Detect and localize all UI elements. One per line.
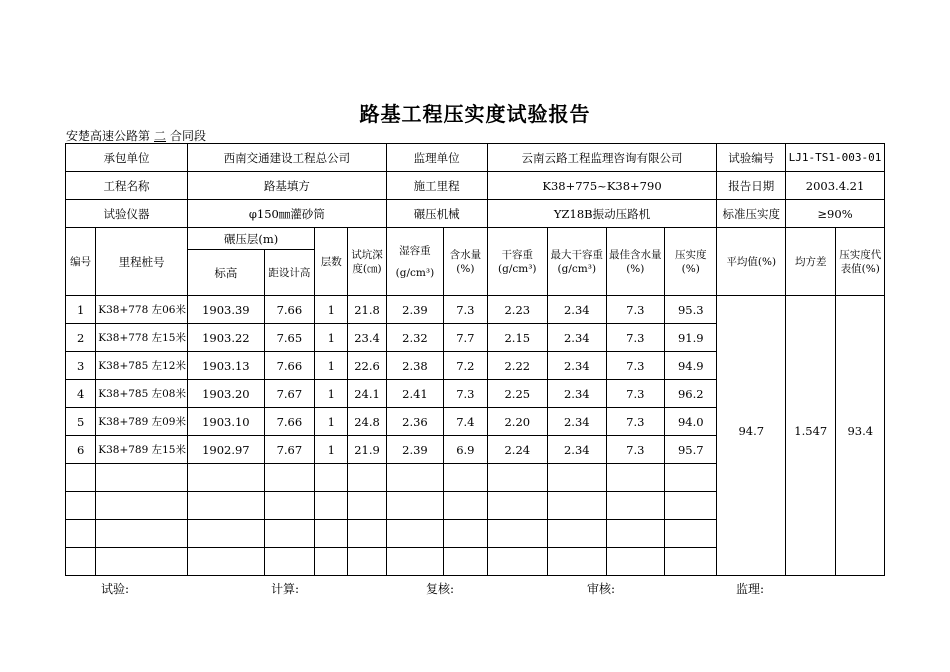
cell-dist-design: 7.66	[264, 352, 314, 380]
cell-wet-density	[386, 492, 443, 520]
header-mean: 平均值(%)	[717, 228, 786, 296]
cell-compaction: 95.3	[665, 296, 717, 324]
cell-elevation: 1902.97	[188, 436, 265, 464]
project-label: 工程名称	[66, 172, 188, 200]
cell-moisture: 7.3	[444, 296, 487, 324]
cell-compaction: 94.9	[665, 352, 717, 380]
cell-dist-design: 7.66	[264, 296, 314, 324]
cell-compaction: 96.2	[665, 380, 717, 408]
cell-opt-moisture: 7.3	[606, 296, 665, 324]
data-rows	[66, 296, 885, 576]
header-pit-depth: 试坑深度(㎝)	[348, 228, 386, 296]
cell-layers: 1	[315, 408, 348, 436]
cell-pit-depth: 21.9	[348, 436, 386, 464]
cell-dry-density	[487, 464, 548, 492]
cell-pile: K38+785 左08米	[96, 380, 188, 408]
cell-dry-density	[487, 520, 548, 548]
cell-moisture: 7.7	[444, 324, 487, 352]
cell-elevation	[188, 464, 265, 492]
header-compaction: 压实度(%)	[665, 228, 717, 296]
test-no-value: LJ1-TS1-003-01	[786, 144, 885, 172]
cell-layers: 1	[315, 352, 348, 380]
instrument-value: φ150㎜灌砂筒	[188, 200, 387, 228]
cell-compaction	[665, 520, 717, 548]
cell-max-dry-density	[548, 520, 607, 548]
cell-pit-depth	[348, 464, 386, 492]
std-compaction-label: 标准压实度	[717, 200, 786, 228]
project-value: 路基填方	[188, 172, 387, 200]
cell-wet-density: 2.41	[386, 380, 443, 408]
cell-layers	[315, 520, 348, 548]
cell-dist-design: 7.67	[264, 380, 314, 408]
cell-elevation	[188, 520, 265, 548]
info-row-1	[66, 144, 885, 172]
cell-max-dry-density	[548, 492, 607, 520]
cell-no	[66, 520, 96, 548]
cell-opt-moisture	[606, 492, 665, 520]
header-max-dry-density: 最大干容重(g/cm³)	[548, 228, 607, 296]
cell-max-dry-density: 2.34	[548, 408, 607, 436]
cell-no: 4	[66, 380, 96, 408]
cell-pile	[96, 492, 188, 520]
cell-wet-density	[386, 520, 443, 548]
cell-pit-depth	[348, 520, 386, 548]
cell-wet-density: 2.39	[386, 296, 443, 324]
report-table	[65, 143, 885, 576]
cell-no: 2	[66, 324, 96, 352]
cell-moisture	[444, 548, 487, 576]
header-layers: 层数	[315, 228, 348, 296]
std-compaction-value: ≥90%	[786, 200, 885, 228]
cell-layers	[315, 548, 348, 576]
header-rep-value: 压实度代表值(%)	[836, 228, 885, 296]
info-row-3	[66, 200, 885, 228]
header-pile: 里程桩号	[96, 228, 188, 296]
cell-no	[66, 548, 96, 576]
cell-dist-design: 7.65	[264, 324, 314, 352]
roller-label: 碾压机械	[386, 200, 487, 228]
supervisor-value: 云南云路工程监理咨询有限公司	[487, 144, 717, 172]
supervisor-label: 监理单位	[386, 144, 487, 172]
header-wet-density-label: 湿容重	[399, 244, 431, 257]
cell-opt-moisture: 7.3	[606, 352, 665, 380]
subtitle-section: 二	[154, 129, 167, 143]
cell-opt-moisture: 7.3	[606, 408, 665, 436]
cell-compaction: 91.9	[665, 324, 717, 352]
cell-max-dry-density: 2.34	[548, 324, 607, 352]
cell-wet-density: 2.39	[386, 436, 443, 464]
cell-layers: 1	[315, 296, 348, 324]
cell-wet-density: 2.36	[386, 408, 443, 436]
cell-elevation: 1903.10	[188, 408, 265, 436]
cell-moisture	[444, 464, 487, 492]
header-dry-density: 干容重(g/cm³)	[487, 228, 548, 296]
cell-pile: K38+778 左15米	[96, 324, 188, 352]
cell-pile: K38+789 左15米	[96, 436, 188, 464]
cell-opt-moisture: 7.3	[606, 380, 665, 408]
header-variance: 均方差	[786, 228, 836, 296]
cell-elevation: 1903.13	[188, 352, 265, 380]
cell-elevation	[188, 492, 265, 520]
cell-compaction	[665, 464, 717, 492]
cell-pit-depth: 23.4	[348, 324, 386, 352]
cell-opt-moisture	[606, 520, 665, 548]
cell-dry-density: 2.23	[487, 296, 548, 324]
subtitle-prefix: 安楚高速公路第	[66, 129, 151, 143]
cell-compaction	[665, 492, 717, 520]
cell-no: 3	[66, 352, 96, 380]
cell-pit-depth: 22.6	[348, 352, 386, 380]
cell-mean: 94.7	[717, 296, 786, 576]
contractor-label: 承包单位	[66, 144, 188, 172]
cell-opt-moisture: 7.3	[606, 324, 665, 352]
contract-section-line	[66, 127, 206, 144]
cell-elevation: 1903.39	[188, 296, 265, 324]
cell-dry-density: 2.25	[487, 380, 548, 408]
contractor-value: 西南交通建设工程总公司	[188, 144, 387, 172]
cell-dist-design: 7.67	[264, 436, 314, 464]
cell-wet-density: 2.32	[386, 324, 443, 352]
cell-dry-density: 2.15	[487, 324, 548, 352]
cell-elevation: 1903.20	[188, 380, 265, 408]
cell-dist-design	[264, 520, 314, 548]
cell-layers: 1	[315, 380, 348, 408]
cell-no: 6	[66, 436, 96, 464]
header-moisture: 含水量(%)	[444, 228, 487, 296]
cell-max-dry-density: 2.34	[548, 296, 607, 324]
info-row-2	[66, 172, 885, 200]
cell-moisture	[444, 520, 487, 548]
cell-max-dry-density: 2.34	[548, 352, 607, 380]
footer-calc-label: 计算:	[271, 582, 300, 596]
cell-moisture: 7.2	[444, 352, 487, 380]
cell-elevation: 1903.22	[188, 324, 265, 352]
date-label: 报告日期	[717, 172, 786, 200]
cell-layers	[315, 492, 348, 520]
cell-dry-density	[487, 492, 548, 520]
mileage-label: 施工里程	[386, 172, 487, 200]
cell-moisture: 7.4	[444, 408, 487, 436]
cell-dist-design	[264, 548, 314, 576]
date-value: 2003.4.21	[786, 172, 885, 200]
cell-max-dry-density: 2.34	[548, 436, 607, 464]
cell-compaction: 94.0	[665, 408, 717, 436]
cell-wet-density: 2.38	[386, 352, 443, 380]
cell-opt-moisture: 7.3	[606, 436, 665, 464]
cell-pit-depth	[348, 492, 386, 520]
cell-pile: K38+789 左09米	[96, 408, 188, 436]
cell-layers: 1	[315, 324, 348, 352]
cell-wet-density	[386, 464, 443, 492]
cell-max-dry-density: 2.34	[548, 380, 607, 408]
cell-pile: K38+785 左12米	[96, 352, 188, 380]
cell-variance: 1.547	[786, 296, 836, 576]
header-layer-group: 碾压层(m)	[188, 228, 315, 250]
header-no: 编号	[66, 228, 96, 296]
cell-elevation	[188, 548, 265, 576]
cell-dist-design: 7.66	[264, 408, 314, 436]
cell-dry-density	[487, 548, 548, 576]
cell-no	[66, 464, 96, 492]
cell-no: 5	[66, 408, 96, 436]
footer-test-label: 试验:	[101, 582, 130, 596]
cell-opt-moisture	[606, 464, 665, 492]
cell-dry-density: 2.20	[487, 408, 548, 436]
header-row-1	[66, 228, 885, 250]
table-row	[66, 296, 885, 324]
cell-dist-design	[264, 492, 314, 520]
cell-opt-moisture	[606, 548, 665, 576]
cell-pit-depth: 24.8	[348, 408, 386, 436]
cell-pit-depth: 24.1	[348, 380, 386, 408]
cell-pile: K38+778 左06米	[96, 296, 188, 324]
mileage-value: K38+775~K38+790	[487, 172, 717, 200]
cell-layers	[315, 464, 348, 492]
page-title: 路基工程压实度试验报告	[359, 102, 591, 126]
cell-rep-value: 93.4	[836, 296, 885, 576]
cell-pit-depth	[348, 548, 386, 576]
subtitle-suffix: 合同段	[170, 129, 207, 143]
header-opt-moisture: 最佳含水量(%)	[606, 228, 665, 296]
cell-pile	[96, 464, 188, 492]
cell-pile	[96, 520, 188, 548]
cell-moisture	[444, 492, 487, 520]
header-wet-density-unit: (g/cm³)	[395, 266, 435, 279]
roller-value: YZ18B振动压路机	[487, 200, 717, 228]
header-wet-density	[386, 228, 443, 296]
cell-pit-depth: 21.8	[348, 296, 386, 324]
header-dist-design: 距设计高	[264, 250, 314, 296]
cell-compaction	[665, 548, 717, 576]
footer-audit-label: 审核:	[587, 582, 616, 596]
cell-no	[66, 492, 96, 520]
header-elevation: 标高	[188, 250, 265, 296]
cell-no: 1	[66, 296, 96, 324]
cell-dry-density: 2.22	[487, 352, 548, 380]
cell-moisture: 7.3	[444, 380, 487, 408]
test-no-label: 试验编号	[717, 144, 786, 172]
cell-layers: 1	[315, 436, 348, 464]
cell-pile	[96, 548, 188, 576]
cell-dist-design	[264, 464, 314, 492]
instrument-label: 试验仪器	[66, 200, 188, 228]
footer-supervisor-label: 监理:	[736, 582, 765, 596]
footer-review-label: 复核:	[426, 582, 455, 596]
cell-dry-density: 2.24	[487, 436, 548, 464]
cell-wet-density	[386, 548, 443, 576]
cell-compaction: 95.7	[665, 436, 717, 464]
cell-moisture: 6.9	[444, 436, 487, 464]
cell-max-dry-density	[548, 548, 607, 576]
cell-max-dry-density	[548, 464, 607, 492]
